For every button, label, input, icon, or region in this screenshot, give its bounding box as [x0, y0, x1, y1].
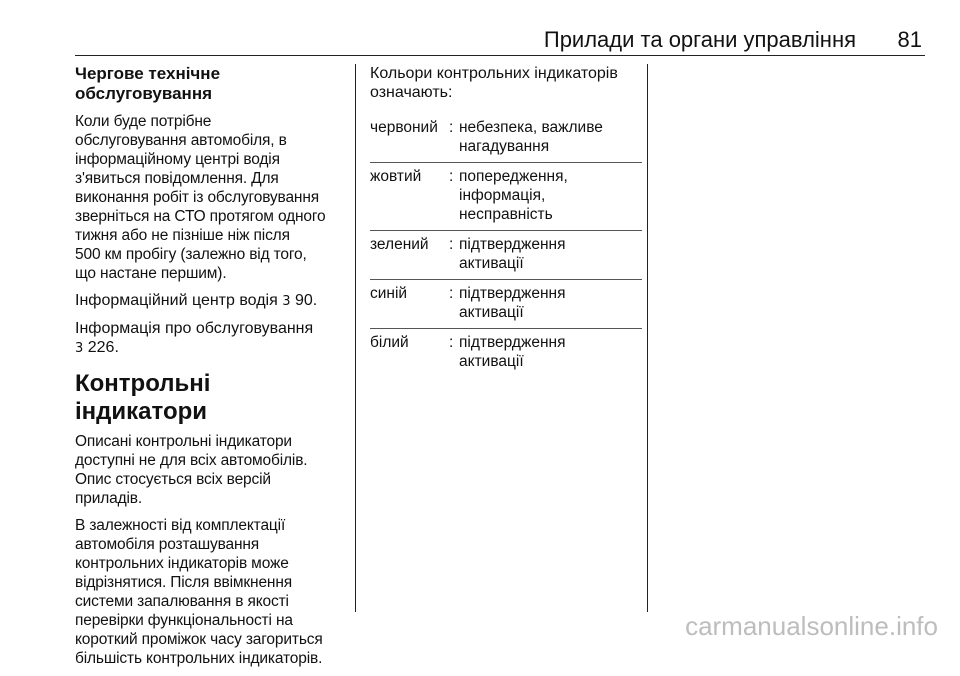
color-meaning: попередження, інформація, несправність — [459, 168, 568, 223]
service-heading: Чергове технічне обслуговування — [75, 64, 221, 103]
column-divider-left — [355, 64, 356, 612]
xref-arrow-icon: 3 — [75, 341, 84, 356]
indicators-heading: Контрольні індикатори — [75, 370, 211, 425]
table-row: червоний : небезпека, важливе нагадування — [370, 114, 642, 162]
left-column — [75, 64, 347, 676]
service-paragraph: Коли буде потрібне обслуговування автомобіля, в інформаційному центрі водія з'явиться повідомлення. Для виконання робіт із обслуговування зверніться на СТО протягом одного тижня або не пізніше ніж після 500 км пробігу (залежно від того, що настане першим). — [75, 113, 326, 282]
xref-page: 226 — [87, 339, 115, 356]
page-number: 81 — [897, 27, 922, 52]
color-name: синій — [370, 285, 408, 302]
table-row: зелений : підтвердження активації — [370, 230, 642, 279]
middle-column — [370, 64, 642, 377]
indicator-colors-table — [370, 114, 642, 377]
page-header — [0, 0, 960, 50]
color-meaning: підтвердження активації — [459, 236, 566, 272]
site-watermark: carmanualsonline.info — [685, 611, 938, 641]
color-name: зелений — [370, 236, 429, 253]
xref-driver-info-centre[interactable]: Інформаційний центр водія 3 90. — [75, 292, 318, 309]
table-row: синій : підтвердження активації — [370, 279, 642, 328]
xref-page: 90 — [294, 292, 313, 309]
color-name: червоний — [370, 119, 438, 136]
table-row: білий : підтвердження активації — [370, 328, 642, 377]
indicators-paragraph-2: В залежності від комплектації автомобіля розташування контрольних індикаторів може відрізнятися. Після ввімкнення системи запалювання в якості перевірки функціональності на короткий проміжок часу загориться більшість контрольних індикаторів. — [75, 517, 323, 667]
xref-service-info[interactable]: Інформація про обслуговування 3 226. — [75, 320, 314, 356]
column-divider-right — [647, 64, 648, 612]
indicators-paragraph-1: Описані контрольні індикатори доступні не для всіх автомобілів. Опис стосується всіх версій приладів. — [75, 433, 308, 507]
color-meaning: небезпека, важливе нагадування — [459, 119, 603, 155]
color-name: білий — [370, 334, 409, 351]
color-meaning: підтвердження активації — [459, 285, 566, 321]
header-divider — [75, 55, 925, 56]
colors-intro: Кольори контрольних індикаторів означають: — [370, 65, 618, 101]
color-meaning: підтвердження активації — [459, 334, 566, 370]
page-title: Прилади та органи управління — [543, 27, 856, 52]
table-row: жовтий : попередження, інформація, несправність — [370, 162, 642, 230]
xref-arrow-icon: 3 — [282, 294, 291, 309]
color-name: жовтий — [370, 168, 422, 185]
